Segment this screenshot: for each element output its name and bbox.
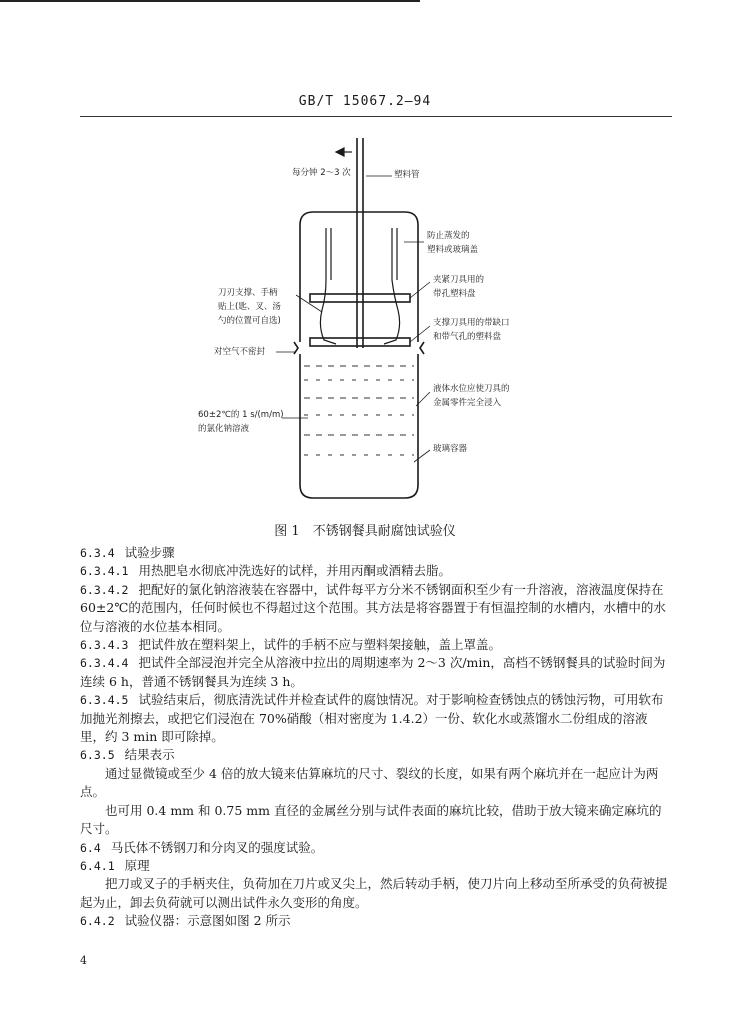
- paragraph-text: 把试件放在塑料架上，试件的手柄不应与塑料架接触，盖上罩盖。: [138, 637, 501, 653]
- paragraph: [80, 765, 672, 802]
- paragraph-text: 通过显微镜或至少 4 倍的放大镜来估算麻坑的尺寸、裂纹的长度，如果有两个麻坑并在一起应计为两点。: [80, 765, 659, 800]
- paragraph: [80, 654, 672, 691]
- page-number: 4: [80, 954, 87, 967]
- leader-lines: [276, 176, 430, 462]
- air-gap-right: [420, 342, 424, 354]
- paragraph: [80, 544, 672, 562]
- label-support-plate: 支撑刀具用的带缺口 和带气孔的塑料盘: [433, 318, 510, 342]
- paragraph: [80, 839, 672, 857]
- label-frequency: 每分钟 2～3 次: [292, 168, 351, 178]
- section-number: 6.3.4: [80, 546, 115, 560]
- paragraph-text: 结果表示: [124, 747, 175, 763]
- header-rule: [80, 116, 672, 117]
- knife-left: [320, 228, 336, 344]
- paragraph-text: 把刀或叉子的手柄夹住，负荷加在刀片或叉尖上，然后转动手柄，使刀片向上移动至所承受的负荷被提起为止，卸去负荷就可以测出试件永久变形的角度。: [80, 876, 668, 910]
- section-number: 6.3.4.3: [80, 638, 129, 653]
- paragraph-text: 把配好的氯化钠溶液装在容器中，试件每平方分米不锈钢面积至少有一升溶液，溶液温度保持在 60±2℃的范围内，任何时候也不得超过这个范围。其方法是将容器置于有恒温控制的水槽内，水槽中的水位与溶液的水位基本相同。: [80, 581, 666, 634]
- label-cover: 防止蒸发的 塑料或玻璃盖: [427, 231, 479, 255]
- paragraph: [80, 857, 672, 875]
- paragraph: [80, 802, 672, 839]
- section-number: 6.3.4.1: [80, 564, 129, 579]
- paragraph: [80, 636, 672, 654]
- page-header: GB/T 15067.2—94: [298, 94, 432, 109]
- paragraph-text: 把试件全部浸泡并完全从溶液中拉出的周期速率为 2～3 次/min，高档不锈钢餐具的试验时间为连续 6 h，普通不锈钢餐具为连续 3 h。: [80, 655, 666, 689]
- paragraph: [80, 562, 672, 580]
- paragraph-text: 用热肥皂水彻底冲洗选好的试样，并用丙酮或酒精去脂。: [138, 563, 451, 579]
- top-border-line: [0, 0, 420, 2]
- section-number: 6.3.5: [80, 748, 115, 763]
- cover-lid: [300, 212, 418, 342]
- motion-arrow: [336, 148, 352, 156]
- section-number: 6.3.4.2: [80, 582, 129, 597]
- paragraph-text: 也可用 0.4 mm 和 0.75 mm 直径的金属丝分别与试件表面的麻坑比较，借助于放大镜来确定麻坑的尺寸。: [80, 802, 662, 837]
- paragraph: [80, 875, 672, 912]
- label-vessel: 玻璃容器: [433, 444, 468, 454]
- glass-vessel: [300, 354, 418, 498]
- paragraph: [80, 746, 672, 764]
- paragraph: [80, 691, 672, 746]
- section-number: 6.4: [80, 840, 101, 855]
- label-blade-support: 刀刃支撑、手柄 贴上(匙、叉、汤 勺的位置可自选): [218, 288, 281, 326]
- label-solution: 60±2℃的 1 s/(m/m) 的氯化钠溶液: [198, 410, 284, 434]
- paragraph-text: 试验步骤: [124, 545, 175, 560]
- paragraph-text: 马氏体不锈钢刀和分肉叉的强度试验。: [110, 839, 324, 855]
- label-clamp-plate: 夹紧刀具用的 带孔塑料盘: [433, 275, 485, 299]
- support-plate: [310, 338, 410, 346]
- figure-1: [0, 130, 730, 510]
- paragraph: [80, 581, 672, 636]
- paragraph-text: 原理: [124, 857, 150, 873]
- paragraph: [80, 912, 672, 930]
- section-number: 6.3.4.4: [80, 656, 129, 671]
- section-number: 6.3.4.5: [80, 693, 129, 708]
- corrosion-apparatus-diagram: [0, 130, 730, 510]
- paragraph-text: 试验仪器：示意图如图 2 所示: [124, 913, 291, 929]
- label-liquid-level: 液体水位应使刀具的 金属零件完全浸入: [433, 384, 510, 408]
- liquid-surface-lines: [304, 366, 414, 455]
- paragraph-text: 试验结束后，彻底清洗试件并检查试件的腐蚀情况。对于影响检查锈蚀点的锈蚀污物，可用软布加抛光剂擦去，或把它们浸泡在 70%硝酸（相对密度为 1.4.2）一份、软化水或蒸馏水二份组成的溶液里，约 3 min 即可除掉。: [80, 692, 664, 745]
- body-text: [80, 544, 672, 931]
- label-plastic-tube: 塑料管: [394, 170, 420, 180]
- label-air-seal: 对空气不密封: [214, 347, 266, 357]
- section-number: 6.4.2: [80, 914, 115, 929]
- figure-caption: 图 1 不锈钢餐具耐腐蚀试验仪: [274, 524, 456, 539]
- section-number: 6.4.1: [80, 858, 115, 873]
